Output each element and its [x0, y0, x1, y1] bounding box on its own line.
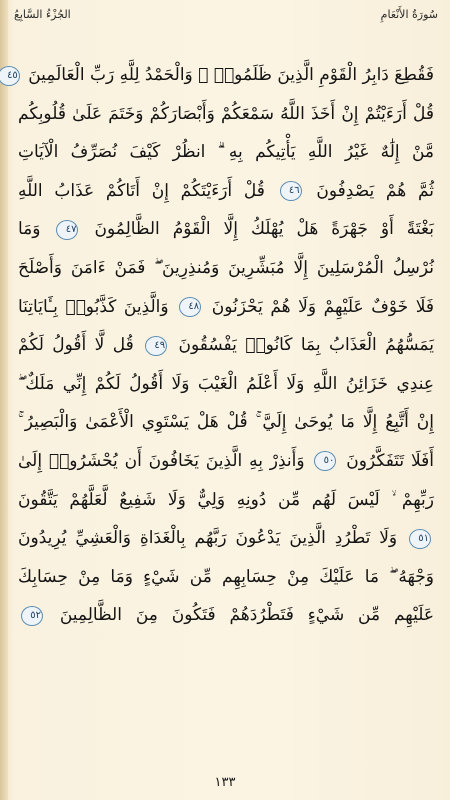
verse-text: وَلَا تَطْرُدِ الَّذِينَ يَدْعُونَ رَبَّهُم بِالْغَدَاةِ وَالْعَشِيِّ يُرِيدُونَ: [18, 528, 406, 549]
surah-name: سُورَةُ الأَنْعَامِ: [380, 7, 438, 21]
juz-name: الجُزْءُ السَّابِعُ: [14, 7, 71, 21]
text-line: [7, 56, 434, 95]
text-line: [18, 519, 434, 558]
ayah-number-marker: ٤٥: [0, 66, 20, 86]
text-line: [18, 403, 434, 442]
quran-text: [7, 56, 435, 756]
verse-text: إِنْ أَتَّبِعُ إِلَّا مَا يُوحَىٰ إِلَيَّ ۚ قُلْ هَلْ يَسْتَوِي الْأَعْمَىٰ وَالْبَصِيرُ ۚ: [18, 412, 434, 433]
verse-text: أَفَلَا تَتَفَكَّرُونَ: [339, 450, 434, 471]
text-line: [18, 326, 434, 365]
ayah-number-marker: ٤٦: [280, 181, 302, 201]
verse-text: بَغْتَةً أَوْ جَهْرَةً هَلْ يُهْلَكُ إِلَّا الْقَوْمُ الظَّالِمُونَ: [81, 219, 434, 240]
verse-text: وَمَا: [18, 219, 54, 240]
verse-text: وَجْهَهُ ۖ مَا عَلَيْكَ مِنْ حِسَابِهِم مِّن شَيْءٍ وَمَا مِنْ حِسَابِكَ: [18, 566, 434, 587]
ayah-number-marker: ٥٢: [21, 606, 43, 626]
verse-text: ثُمَّ هُمْ يَصْدِفُونَ: [304, 180, 435, 201]
text-line: [18, 288, 434, 327]
ayah-number-marker: ٤٩: [145, 336, 167, 356]
text-line: [18, 558, 434, 597]
verse-text: وَالَّذِينَ كَذَّبُوا۟ بِـَٔايَاتِنَا: [18, 296, 177, 317]
verse-text: نُرْسِلُ الْمُرْسَلِينَ إِلَّا مُبَشِّرِينَ وَمُنذِرِينَ ۖ فَمَنْ ءَامَنَ وَأَصْلَحَ: [18, 257, 434, 278]
verse-text: رَبِّهِمْ ۙ لَيْسَ لَهُم مِّن دُونِهِ وَلِيٌّ وَلَا شَفِيعٌ لَّعَلَّهُمْ يَتَّقُونَ: [18, 489, 434, 510]
text-line: [18, 95, 434, 134]
text-line: [18, 442, 434, 481]
verse-text: قُل لَّا أَقُولُ لَكُمْ: [18, 335, 143, 356]
verse-text: وَأَنذِرْ بِهِ الَّذِينَ يَخَافُونَ أَن يُحْشَرُوا۟ إِلَىٰ: [18, 450, 312, 471]
text-line: [18, 365, 434, 404]
text-line: [18, 596, 434, 635]
ayah-number-marker: ٤٧: [56, 220, 78, 240]
text-line: [18, 481, 434, 520]
ayah-number-marker: ٤٨: [179, 297, 201, 317]
verse-text: عِندِي خَزَائِنُ اللَّهِ وَلَا أَعْلَمُ الْغَيْبَ وَلَا أَقُولُ لَكُمْ إِنِّي مَلَكٌ ۖ: [18, 373, 434, 394]
verse-text: فَقُطِعَ دَابِرُ الْقَوْمِ الَّذِينَ ظَلَمُوا۟ ۚ وَالْحَمْدُ لِلَّهِ رَبِّ الْعَالَمِينَ: [22, 65, 434, 85]
text-line: [18, 133, 434, 172]
verse-text: مَّنْ إِلَٰهٌ غَيْرُ اللَّهِ يَأْتِيكُم بِهِ ۗ انظُرْ كَيْفَ نُصَرِّفُ الْآيَاتِ: [18, 142, 434, 163]
verse-text: يَمَسُّهُمُ الْعَذَابُ بِمَا كَانُوا۟ يَفْسُقُونَ: [170, 335, 434, 356]
page-edge: [0, 0, 8, 800]
text-line: [18, 172, 434, 211]
verse-text: عَلَيْهِم مِّن شَيْءٍ فَتَطْرُدَهُمْ فَتَكُونَ مِنَ الظَّالِمِينَ: [46, 605, 434, 626]
ayah-number-marker: ٥١: [409, 529, 431, 549]
text-line: [18, 210, 434, 249]
page-number: ١٣٣: [214, 775, 236, 790]
verse-text: فَلَا خَوْفٌ عَلَيْهِمْ وَلَا هُمْ يَحْزَنُونَ: [204, 296, 434, 317]
verse-text: قُلْ أَرَءَيْتَكُمْ إِنْ أَتَاكُمْ عَذَابُ اللَّهِ: [18, 180, 277, 201]
page-header: [14, 3, 438, 25]
ayah-number-marker: ٥٠: [314, 451, 336, 471]
text-line: [18, 249, 434, 288]
verse-text: قُلْ أَرَءَيْتُمْ إِنْ أَخَذَ اللَّهُ سَمْعَكُمْ وَأَبْصَارَكُمْ وَخَتَمَ عَلَىٰ قُلُوبِكُم: [18, 103, 434, 124]
